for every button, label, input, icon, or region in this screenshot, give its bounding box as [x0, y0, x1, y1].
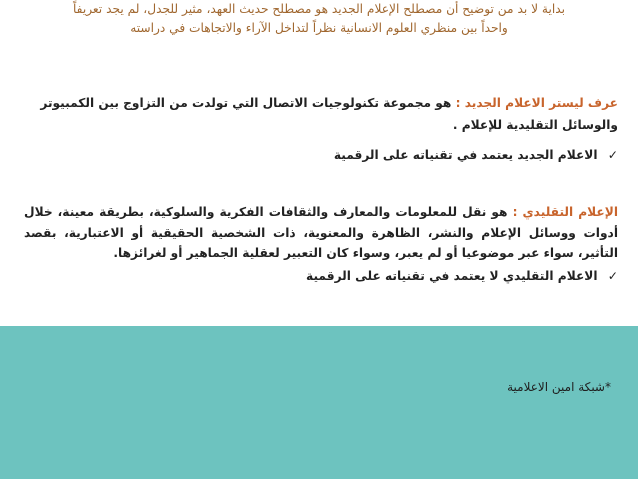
intro-line-2: واحداً بين منظري العلوم الانسانية نظراً لتداخل الآراء والاتجاهات في دراسته [130, 21, 508, 35]
check-item-new-media [24, 148, 618, 162]
footer-source-note: *شبكة امين الاعلامية [507, 380, 611, 394]
traditional-media-term: الإعلام التقليدي [522, 205, 619, 219]
traditional-media-definition-text: هو نقل للمعلومات والمعارف والثقافات الفكرية والسلوكية، بطريقة معينة، خلال أدوات ووسائل الإعلام والنشر، الظاهرة والمعنوية، ذات الشخصية الحقيقية أو الاعتبارية، بقصد التأثير، سواء عبر موضوعيا أو لم يعبر، وسواء كان التعبير لعقلية الجماهير أو لغرائزها. [24, 205, 618, 260]
check-item-traditional-media [24, 269, 618, 283]
new-media-term: عرف ليستر الاعلام الجديد [464, 96, 618, 110]
check-item-text: الاعلام التقليدي لا يعتمد في تقنياته على الرقمية [306, 269, 598, 283]
intro-line-1: بداية لا بد من توضيح أن مصطلح الإعلام الجديد هو مصطلح حديث العهد، مثير للجدل، لم يجد تعريفاً [72, 2, 566, 16]
checkmark-icon: ✓ [607, 148, 618, 162]
intro-paragraph [0, 0, 638, 38]
traditional-media-colon: : [512, 205, 518, 219]
new-media-colon: : [455, 96, 461, 110]
traditional-media-definition [24, 202, 618, 264]
new-media-definition-text: هو مجموعة تكنولوجيات الاتصال التي تولدت من التزاوج بين الكمبيوتر والوسائل التقليدية للإعلام . [40, 96, 618, 132]
check-item-text: الاعلام الجديد يعتمد في تقنياته على الرقمية [333, 148, 598, 162]
checkmark-icon: ✓ [607, 269, 618, 283]
new-media-definition [24, 92, 618, 136]
footer-band [0, 326, 638, 479]
